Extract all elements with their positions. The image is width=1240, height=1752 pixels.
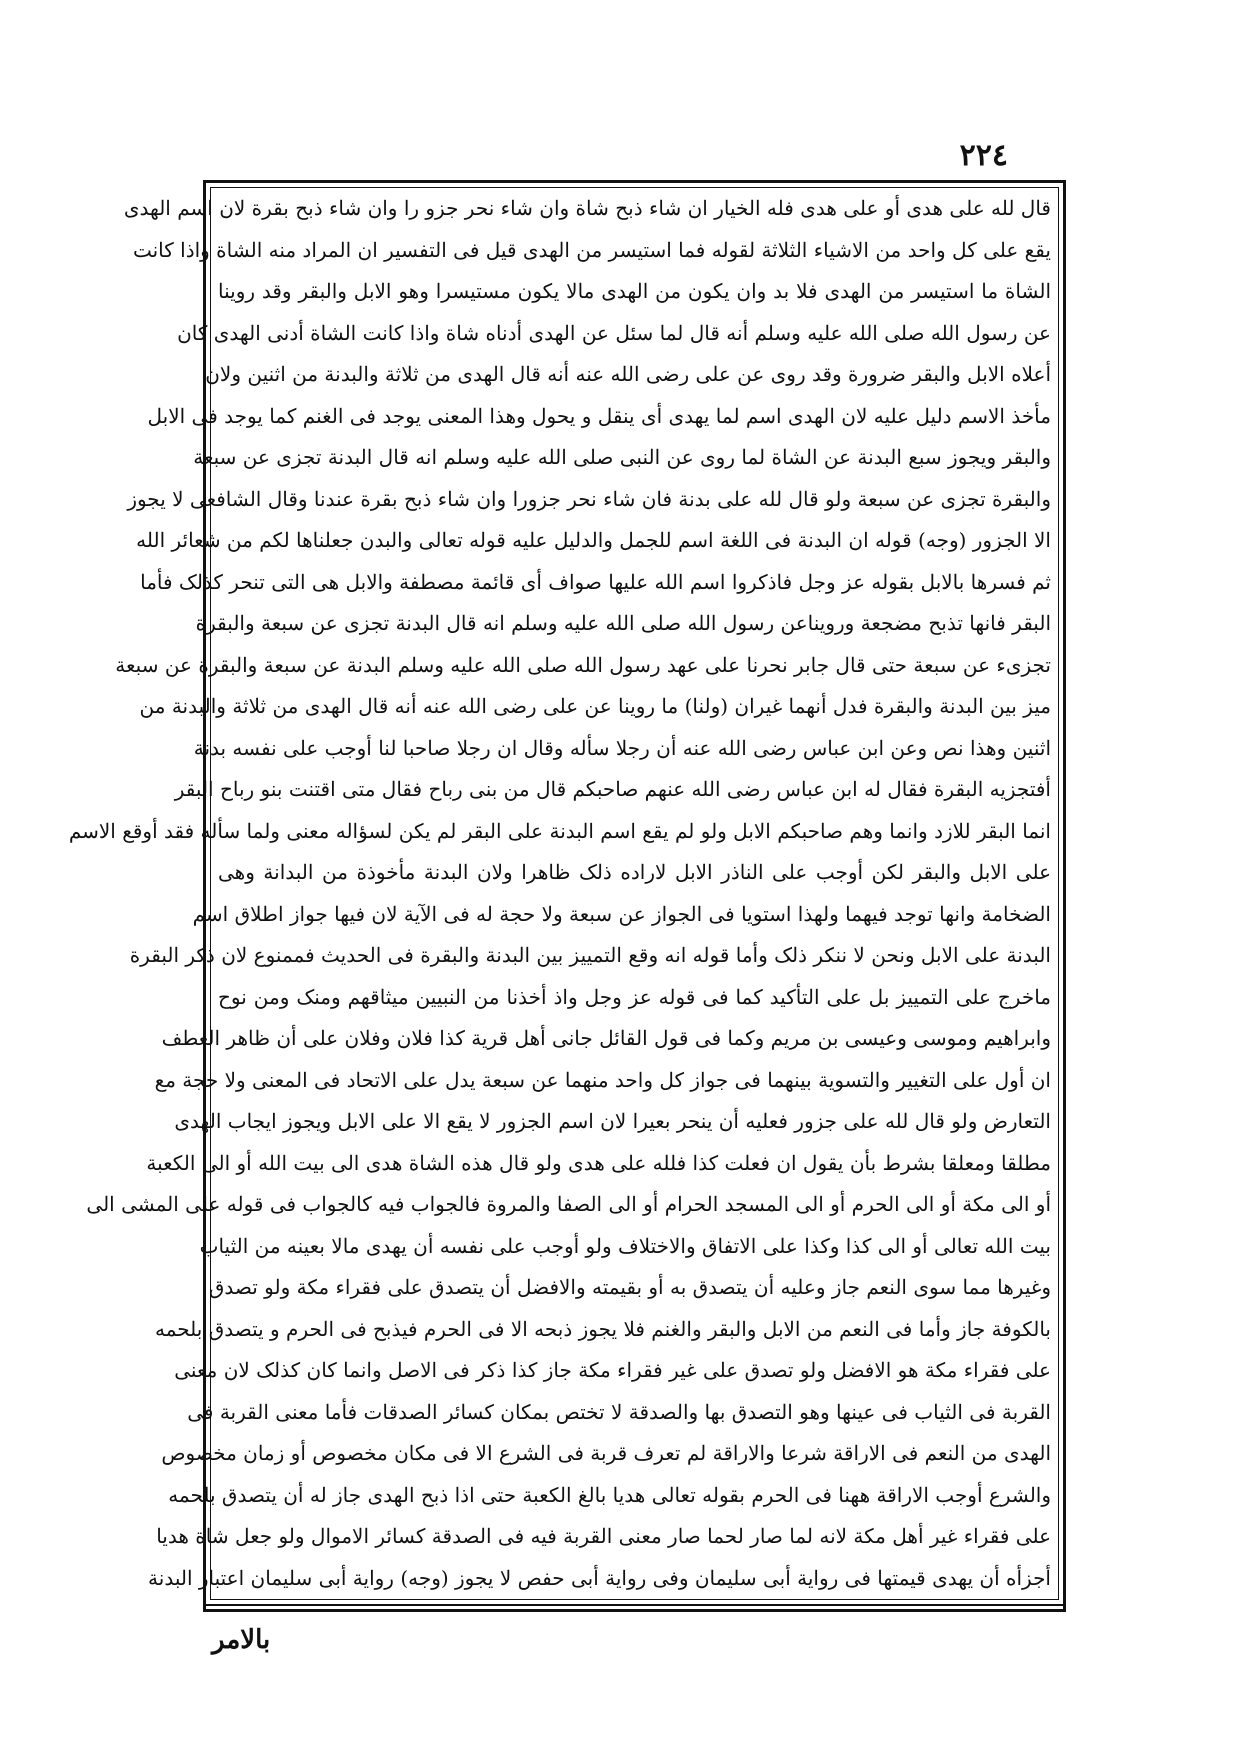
text-line: قال لله علی هدی أو علی هدی فله الخیار ان شاء ذبح شاة وان شاء نحر جزو را وان شاء ذبح بقرة لان اسم الهدی	[123, 196, 1051, 220]
text-body	[68, 193, 1051, 1593]
text-line: ان أول علی التغییر والتسویة بینهما فی جواز کل واحد منهما عن سبعة یدل علی الاتحاد فی المعنی ولا حجة مع	[154, 1067, 1051, 1092]
text-line: وغیرها مما سوی النعم جاز وعلیه أن یتصدق به أو بقیمته والافضل أن یتصدق علی فقراء مکة ولو تصدق	[208, 1275, 1051, 1299]
text-line: الا الجزور (وجه) قوله ان البدنة فی اللغة اسم للجمل والدلیل علیه قوله تعالی والبدن جعلناها لکم من شعائر الله	[136, 528, 1051, 552]
text-line: بیت الله تعالی أو الی کذا وکذا علی الاتفاق والاختلاف ولو أوجب علی نفسه أن یهدی مالا بعینه من الثیاب	[199, 1233, 1051, 1258]
text-line: الضخامة وانها توجد فیهما ولهذا استویا فی الجواز عن سبعة ولا حجة له فی الآیة لان فیها جواز اطلاق اسم	[192, 901, 1051, 926]
text-line: ثم فسرها بالابل بقوله عز وجل فاذکروا اسم الله علیها صواف أی قائمة مصطفة والابل هی التی تنحر کذلک فأما	[140, 569, 1051, 594]
text-line: بالکوفة جاز وأما فی النعم من الابل والبقر والغنم فلا یجوز ذبحه الا فی الحرم فیذبح فی الحرم و یتصدق بلحمه	[154, 1316, 1051, 1341]
text-line: میز بین البدنة والبقرة فدل أنهما غیران (ولنا) ما روینا عن علی رضی الله عنه أنه قال الهدی من ثلاثة والبدنة من	[139, 694, 1051, 718]
text-line: علی فقراء مکة هو الافضل ولو تصدق علی غیر فقراء مکة جاز کذا ذکر فی الاصل وانما کان کذلک لان معنی	[174, 1358, 1051, 1382]
text-line: مأخذ الاسم دلیل علیه لان الهدی اسم لما یهدی أی ینقل و یحول وهذا المعنی یوجد فی الغنم کما یوجد فی الابل	[147, 403, 1051, 428]
text-line: انما البقر للازد وانما وهم صاحبکم الابل ولو لم یقع اسم البدنة علی البقر لم یکن لسؤاله معنی ولما سأله فقد أوقع الاسم	[68, 818, 1051, 843]
text-line: وابراهیم وموسی وعیسی بن مریم وکما فی قول القائل جانی أهل قریة کذا فلان وفلان علی أن ظاهر العطف	[161, 1026, 1051, 1050]
text-line: والشرع أوجب الاراقة ههنا فی الحرم بقوله تعالی هدیا بالغ الکعبة حتی اذا ذبح الهدی جاز له أن یتصدق بلحمه	[168, 1482, 1051, 1507]
text-line: القربة فی الثیاب فی عینها وهو التصدق بها والصدقة لا تختص بمکان کسائر الصدقات فأما معنی القربة فی	[187, 1399, 1051, 1424]
text-line: أجزأه أن یهدی قیمتها فی روایة أبی سلیمان وفی روایة أبی حفص لا یجوز (وجه) روایة أبی سلیمان اعتبار البدنة	[148, 1565, 1051, 1590]
text-line: أعلاه الابل والبقر ضرورة وقد روی عن علی رضی الله عنه أنه قال الهدی من ثلاثة والبدنة من اثنین ولان	[205, 362, 1051, 386]
text-line: الهدی من النعم فی الاراقة شرعا والاراقة لم تعرف قربة فی الشرع الا فی مکان مخصوص أو زمان مخصوص	[161, 1441, 1051, 1465]
text-line: علی الابل والبقر لکن أوجب علی الناذر الابل لاراده ذلک ظاهرا ولان البدنة مأخوذة من البدانة وهی	[218, 860, 1051, 884]
text-line: البدنة علی الابل ونحن لا ننکر ذلک وأما قوله انه وقع التمییز بین البدنة والبقرة فی الحدیث فممنوع لان ذکر البقرة	[129, 943, 1051, 967]
text-line: البقر فانها تذبح مضجعة ورویناعن رسول الله صلی الله علیه وسلم انه قال البدنة تجزی عن سبعة والبقرة	[195, 611, 1051, 635]
text-line: التعارض ولو قال لله علی جزور فعلیه أن ینحر بعیرا لان اسم الجزور لا یقع الا علی الابل ویجوز ایجاب الهدی	[174, 1109, 1051, 1133]
text-line: اثنین وهذا نص وعن ابن عباس رضی الله عنه أن رجلا سأله وقال ان رجلا صاحبا لنا أوجب علی نفسه بدنة	[193, 735, 1051, 760]
text-line: علی فقراء غیر أهل مکة لانه لما صار لحما صار معنی القربة فیه فی الصدقة کسائر الاموال ولو جعل شاة هدیا	[156, 1524, 1051, 1548]
text-line: الشاة ما استیسر من الهدی فلا بد وان یکون من الهدی مالا یکون مستیسرا وهو الابل والبقر وقد روینا	[218, 279, 1051, 303]
text-line: ماخرج علی التمییز بل علی التأکید کما فی قوله عز وجل واذ أخذنا من النبیین میثاقهم ومنک ومن نوح	[218, 984, 1051, 1009]
text-line: عن رسول الله صلی الله علیه وسلم أنه قال لما سئل عن الهدی أدناه شاة واذا کانت الشاة أدنی الهدی کان	[177, 320, 1051, 345]
text-line: والبقرة تجزی عن سبعة ولو قال لله علی بدنة فان شاء نحر جزورا وان شاء ذبح بقرة عندنا وقال الشافعی لا یجوز	[127, 486, 1051, 511]
catchword: بالامر	[212, 1625, 271, 1655]
text-line: تجزیء عن سبعة حتی قال جابر نحرنا علی عهد رسول الله صلی الله علیه وسلم البدنة عن سبعة والبقرة عن سبعة	[115, 652, 1051, 677]
text-line: أو الی مکة أو الی الحرم أو الی المسجد الحرام أو الی الصفا والمروة فالجواب فیه کالجواب فی قوله علی المشی الی	[86, 1192, 1051, 1216]
page-number: ٢٢٤	[959, 138, 1008, 173]
text-frame-bottom-rule	[206, 1604, 1063, 1606]
text-line: أفتجزیه البقرة فقال له ابن عباس رضی الله عنهم صاحبکم قال من بنی رباح فقال متی اقتنت بنو رباح البقر	[174, 777, 1051, 801]
text-line: مطلقا ومعلقا بشرط بأن یقول ان فعلت کذا فلله علی هدی ولو قال هذه الشاة هدی الی بیت الله أو الی الکعبة	[146, 1150, 1051, 1175]
text-line: یقع علی کل واحد من الاشیاء الثلاثة لقوله فما استیسر من الهدی قیل فی التفسیر ان المراد منه الشاة واذا کانت	[132, 237, 1051, 262]
text-frame	[68, 180, 1066, 1612]
text-line: والبقر ویجوز سبع البدنة عن الشاة لما روی عن النبی صلی الله علیه وسلم انه قال البدنة تجزی عن سبعة	[193, 445, 1051, 469]
